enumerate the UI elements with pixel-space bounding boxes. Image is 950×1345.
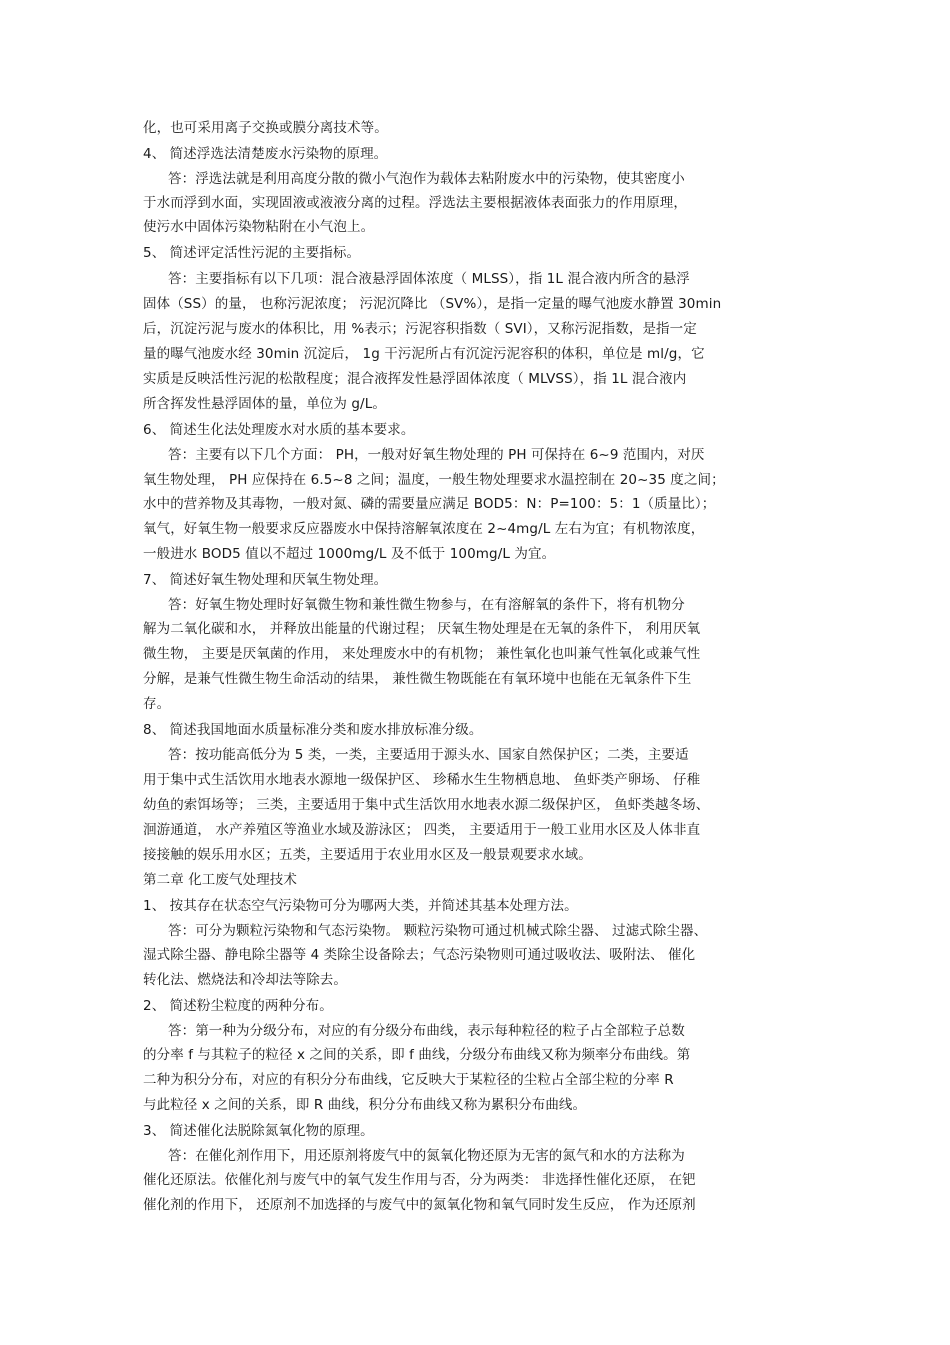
question-heading: 7、 简述好氧生物处理和厌氧生物处理。 bbox=[143, 572, 388, 588]
text-line: 化，也可采用离子交换或膜分离技术等。 bbox=[143, 120, 388, 136]
answer-line: 答：主要指标有以下几项：混合液悬浮固体浓度（ MLSS），指 1L 混合液内所含的悬浮 bbox=[168, 271, 690, 287]
text-line: 水中的营养物及其毒物，一般对氮、磷的需要量应满足 BOD5：N：P=100：5：1（质量比）； bbox=[143, 496, 716, 512]
text-line: 催化还原法。依催化剂与废气中的氧气发生作用与否，分为两类： 非选择性催化还原， 在钯 bbox=[143, 1172, 696, 1188]
text-line: 所含挥发性悬浮固体的量，单位为 g/L。 bbox=[143, 396, 386, 412]
answer-line: 答：第一种为分级分布，对应的有分级分布曲线，表示每种粒径的粒子占全部粒子总数 bbox=[168, 1023, 685, 1039]
answer-line: 答：在催化剂作用下，用还原剂将废气中的氮氧化物还原为无害的氮气和水的方法称为 bbox=[168, 1148, 685, 1164]
question-heading: 2、 简述粉尘粒度的两种分布。 bbox=[143, 998, 333, 1014]
answer-line: 答：好氧生物处理时好氧微生物和兼性微生物参与，在有溶解氧的条件下，将有机物分 bbox=[168, 597, 685, 613]
question-heading: 4、 简述浮选法清楚废水污染物的原理。 bbox=[143, 146, 388, 162]
text-line: 于水而浮到水面，实现固液或液液分离的过程。浮选法主要根据液体表面张力的作用原理， bbox=[143, 195, 687, 211]
text-line: 的分率 f 与其粒子的粒径 x 之间的关系，即 f 曲线，分级分布曲线又称为频率分布曲线。第 bbox=[143, 1047, 691, 1063]
question-heading: 5、 简述评定活性污泥的主要指标。 bbox=[143, 245, 361, 261]
text-line: 微生物， 主要是厌氧菌的作用， 来处理废水中的有机物； 兼性氧化也叫兼气性氧化或兼气性 bbox=[143, 646, 701, 662]
text-line: 幼鱼的索饵场等； 三类，主要适用于集中式生活饮用水地表水源二级保护区， 鱼虾类越冬场、 bbox=[143, 797, 710, 813]
answer-line: 答：可分为颗粒污染物和气态污染物。 颗粒污染物可通过机械式除尘器、 过滤式除尘器、 bbox=[168, 923, 708, 939]
text-line: 与此粒径 x 之间的关系，即 R 曲线，积分分布曲线又称为累积分布曲线。 bbox=[143, 1097, 587, 1113]
text-line: 分解，是兼气性微生物生命活动的结果， 兼性微生物既能在有氧环境中也能在无氧条件下生 bbox=[143, 671, 692, 687]
text-line: 固体（SS）的量， 也称污泥浓度； 污泥沉降比 （SV%），是指一定量的曝气池废水静置 30min bbox=[143, 296, 722, 312]
chapter-heading: 第二章 化工废气处理技术 bbox=[143, 872, 297, 888]
answer-line: 答：浮选法就是利用高度分散的微小气泡作为载体去粘附废水中的污染物，使其密度小 bbox=[168, 171, 685, 187]
text-line: 二种为积分分布，对应的有积分分布曲线，它反映大于某粒径的尘粒占全部尘粒的分率 R bbox=[143, 1072, 674, 1088]
question-heading: 1、 按其存在状态空气污染物可分为哪两大类，并简述其基本处理方法。 bbox=[143, 898, 578, 914]
text-line: 量的曝气池废水经 30min 沉淀后， 1g 干污泥所占有沉淀污泥容积的体积，单位是 ml/g，它 bbox=[143, 346, 705, 362]
answer-line: 答：按功能高低分为 5 类，一类，主要适用于源头水、国家自然保护区；二类，主要适 bbox=[168, 747, 689, 763]
text-line: 氧气，好氧生物一般要求反应器废水中保持溶解氧浓度在 2~4mg/L 左右为宜；有机物浓度， bbox=[143, 521, 705, 537]
text-line: 一般进水 BOD5 值以不超过 1000mg/L 及不低于 100mg/L 为宜。 bbox=[143, 546, 556, 562]
text-line: 使污水中固体污染物粘附在小气泡上。 bbox=[143, 219, 375, 235]
text-line: 洄游通道， 水产养殖区等渔业水域及游泳区； 四类， 主要适用于一般工业用水区及人体非直 bbox=[143, 822, 701, 838]
answer-line: 答：主要有以下几个方面： PH，一般对好氧生物处理的 PH 可保持在 6~9 范围内，对厌 bbox=[168, 447, 705, 463]
text-line: 用于集中式生活饮用水地表水源地一级保护区、 珍稀水生生物栖息地、 鱼虾类产卵场、 仔稚 bbox=[143, 772, 701, 788]
text-line: 催化剂的作用下， 还原剂不加选择的与废气中的氮氧化物和氧气同时发生反应， 作为还原剂 bbox=[143, 1197, 696, 1213]
text-line: 转化法、燃烧法和冷却法等除去。 bbox=[143, 972, 347, 988]
text-line: 后，沉淀污泥与废水的体积比，用 %表示；污泥容积指数（ SVI），又称污泥指数，是指一定 bbox=[143, 321, 697, 337]
text-line: 实质是反映活性污泥的松散程度；混合液挥发性悬浮固体浓度（ MLVSS），指 1L 混合液内 bbox=[143, 371, 687, 387]
question-heading: 8、 简述我国地面水质量标准分类和废水排放标准分级。 bbox=[143, 722, 483, 738]
text-line: 存。 bbox=[143, 696, 171, 712]
text-line: 接接触的娱乐用水区；五类，主要适用于农业用水区及一般景观要求水域。 bbox=[143, 847, 592, 863]
question-heading: 3、 简述催化法脱除氮氧化物的原理。 bbox=[143, 1123, 374, 1139]
question-heading: 6、 简述生化法处理废水对水质的基本要求。 bbox=[143, 422, 415, 438]
text-line: 解为二氧化碳和水， 并释放出能量的代谢过程； 厌氧生物处理是在无氧的条件下， 利用厌氧 bbox=[143, 621, 701, 637]
text-line: 氧生物处理， PH 应保持在 6.5~8 之间；温度，一般生物处理要求水温控制在 20~35 度之间； bbox=[143, 472, 725, 488]
text-line: 湿式除尘器、静电除尘器等 4 类除尘设备除去；气态污染物则可通过吸收法、吸附法、 催化 bbox=[143, 947, 696, 963]
